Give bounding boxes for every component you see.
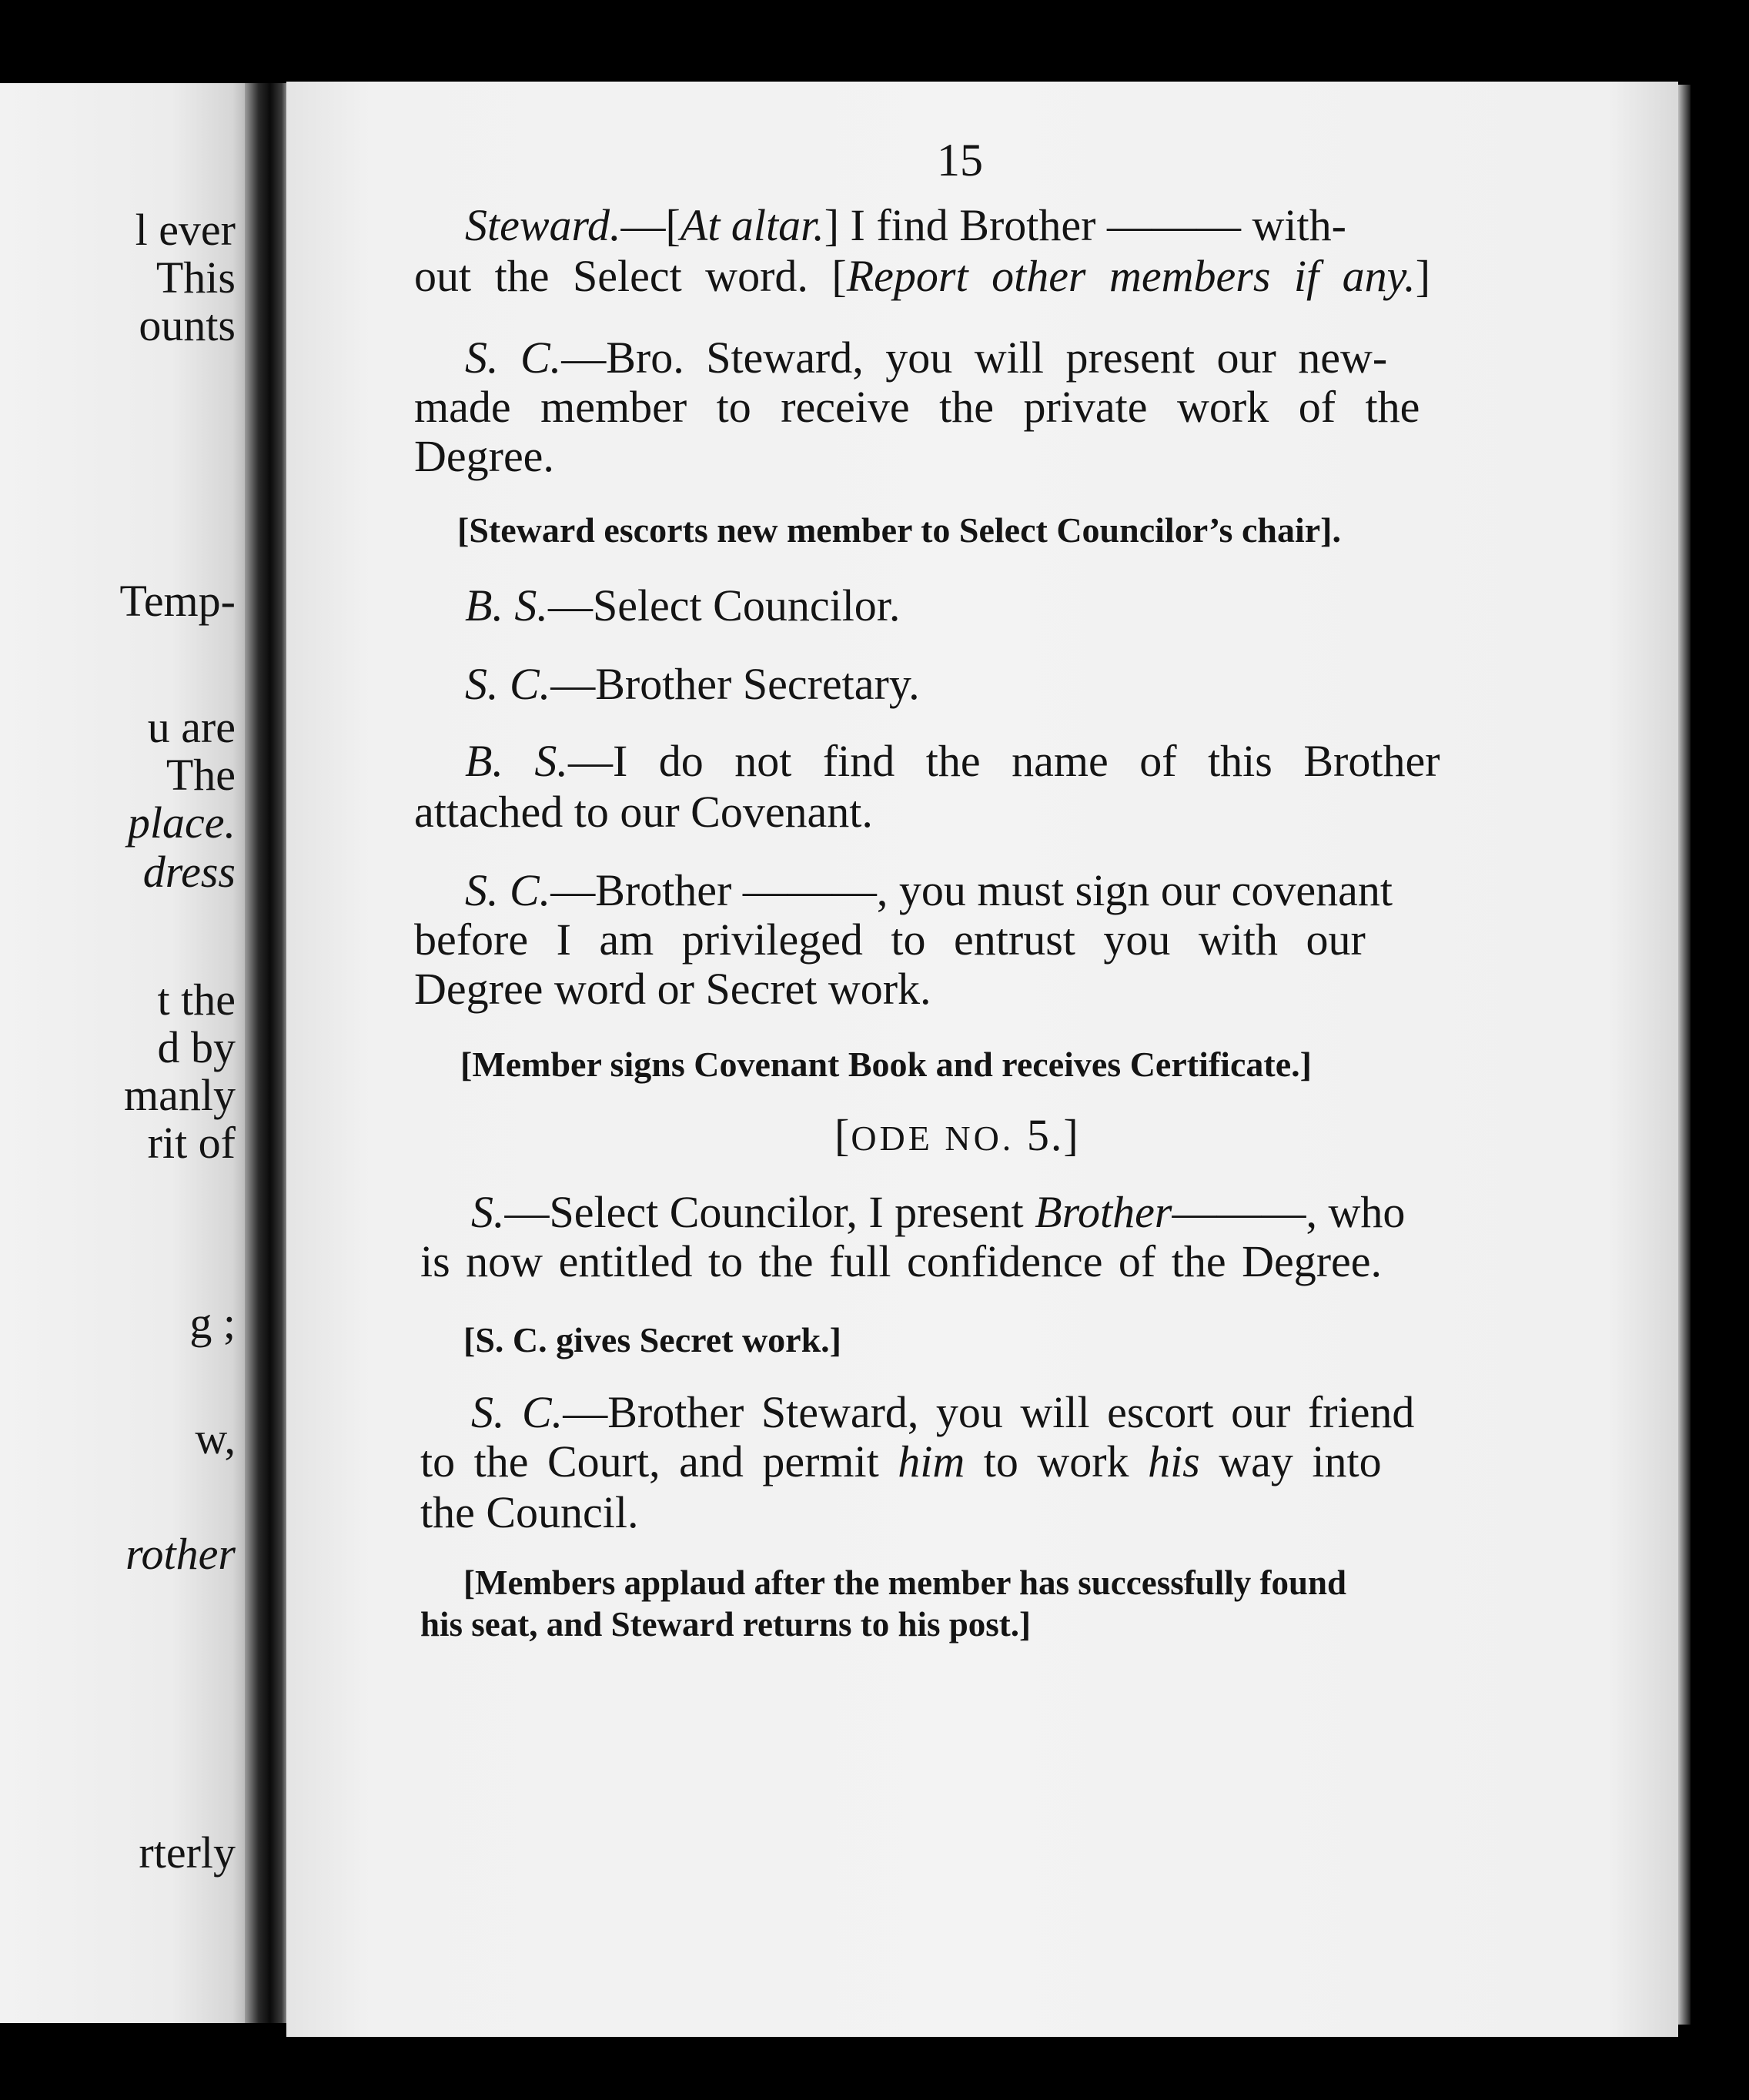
left-page-line: t the xyxy=(157,975,236,1025)
sc-present-line-2: made member to receive the private work of the xyxy=(414,382,1420,432)
s-present-line-2: is now entitled to the full confidence of the Degree. xyxy=(420,1236,1383,1286)
left-page xyxy=(0,83,245,2023)
sc-escort-line-2: to the Court, and permit him to work his way into xyxy=(420,1436,1382,1486)
direction-member-signs: [Member signs Covenant Book and receives Certificate.] xyxy=(460,1045,1312,1084)
left-page-line: rterly xyxy=(139,1827,236,1878)
left-page-line: place. xyxy=(127,798,236,848)
left-page-line: u are xyxy=(147,702,236,752)
page-number: 15 xyxy=(937,135,983,186)
left-page-line: d by xyxy=(157,1022,236,1072)
page-edge xyxy=(1678,85,1690,2025)
sc-escort-line-3: the Council. xyxy=(420,1487,639,1537)
sc-present-line-3: Degree. xyxy=(414,431,554,481)
direction-steward-escorts: [Steward escorts new member to Select Councilor’s chair]. xyxy=(457,510,1341,550)
direction-secret-work: [S. C. gives Secret work.] xyxy=(463,1320,841,1359)
left-page-line: w, xyxy=(195,1413,236,1463)
sc-present-line-1: S. C.—Bro. Steward, you will present our new- xyxy=(465,333,1388,383)
sc-brother-secretary: S. C.—Brother Secretary. xyxy=(465,659,920,709)
left-page-line: rit of xyxy=(147,1118,236,1168)
right-page xyxy=(286,82,1678,2037)
s-present-line-1: S.—Select Councilor, I present Brother———, who xyxy=(471,1187,1406,1237)
sc-covenant-line-3: Degree word or Secret work. xyxy=(414,964,931,1014)
left-page-line: manly xyxy=(124,1070,236,1120)
bs-select-councilor: B. S.—Select Councilor. xyxy=(465,580,901,630)
left-page-line: The xyxy=(166,750,236,800)
left-page-line: rother xyxy=(125,1529,236,1579)
left-page-line: ounts xyxy=(139,300,236,350)
left-page-line: Temp- xyxy=(119,576,236,626)
ode-heading: [ODE NO. 5.] xyxy=(834,1110,1080,1160)
left-page-line: g ; xyxy=(189,1298,236,1348)
left-page-line: l ever xyxy=(135,205,236,255)
sc-covenant-line-2: before I am privileged to entrust you with our xyxy=(414,915,1366,965)
steward-line-2: out the Select word. [Report other members if any.] xyxy=(414,251,1431,301)
sc-escort-line-1: S. C.—Brother Steward, you will escort our friend xyxy=(471,1387,1415,1437)
direction-members-applaud-1: [Members applaud after the member has successfully found xyxy=(463,1563,1347,1602)
left-page-line: dress xyxy=(142,847,236,897)
book-spine xyxy=(245,83,291,2023)
direction-members-applaud-2: his seat, and Steward returns to his post.] xyxy=(420,1605,1031,1644)
bs-name-line-1: B. S.—I do not find the name of this Brother xyxy=(465,736,1440,786)
bs-name-line-2: attached to our Covenant. xyxy=(414,787,873,837)
steward-line-1: Steward.—[At altar.] I find Brother ——— with- xyxy=(465,200,1346,250)
left-page-line: This xyxy=(156,252,236,303)
sc-covenant-line-1: S. C.—Brother ———, you must sign our covenant xyxy=(465,865,1393,915)
